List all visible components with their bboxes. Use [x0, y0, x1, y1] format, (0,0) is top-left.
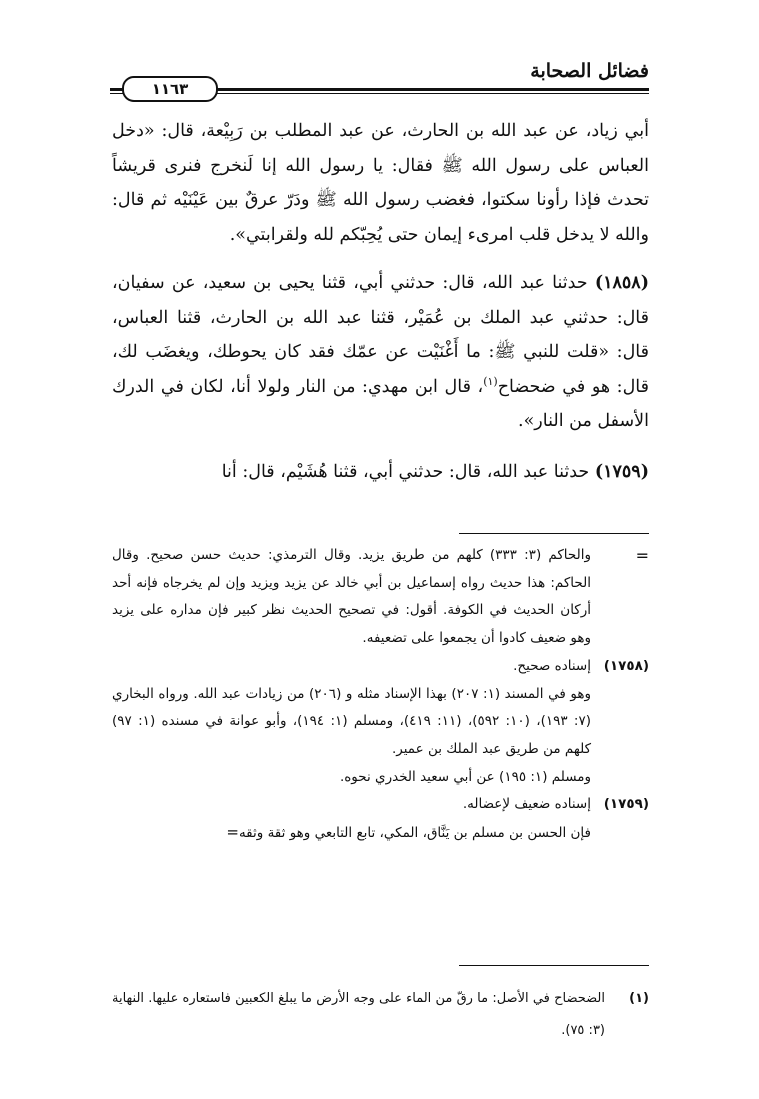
note-continued: [112, 542, 649, 653]
note-text: إسناده صحيح.: [513, 657, 591, 674]
page-number: ١١٦٣: [122, 76, 218, 102]
note-number: (١٧٥٩): [603, 796, 649, 813]
hadith-number: (١٧٥٩): [594, 461, 649, 482]
note-number: (١٧٥٨): [603, 657, 649, 674]
notes-divider: [459, 533, 649, 534]
hadith-text-cont: ، قال ابن مهدي: من النار ولولا أنا، لكان في الدرك الأسفل من النار».: [112, 376, 649, 431]
main-text: [112, 114, 649, 505]
note-1759: [112, 791, 649, 847]
paragraph-continued: أبي زياد، عن عبد الله بن الحارث، عن عبد المطلب بن رَبِيْعة، قال: «دخل العباس على رسول الله ﷺ فقال: يا رسول الله إنا لَنخرج فنرى قريشاً تحدث فإذا رأونا سكتوا، فغضب رسول الله ﷺ ودَرّ عرقٌ بين عَيْنَيْه ثم قال: والله لا يدخل قلب امرىء إيمان حتى يُحِبّكم لله ولقرابتي».: [112, 121, 649, 245]
note-text: ومسلم (١: ١٩٥) عن أبي سعيد الخدري نحوه.: [339, 768, 591, 785]
note-text: [112, 819, 591, 848]
hadith-number: (١٨٥٨): [594, 273, 649, 293]
running-header: [110, 58, 649, 98]
hadith-text: حدثنا عبد الله، قال: حدثني أبي، قثنا هُشَيْم، قال: أنا: [221, 461, 590, 482]
note-text: وهو في المسند (١: ٢٠٧) بهذا الإسناد مثله و (٢٠٦) من زيادات عبد الله. ورواه البخاري (٧: ١٩٣)، (١٠: ٥٩٢)، (١١: ٤١٩)، ومسلم (١: ١٩٤)، وأبو عوانة في مسنده (١: ٩٧) كلهم من طريق عبد الملك بن عمير.: [112, 685, 592, 757]
continuation-mark: =: [635, 546, 649, 565]
note-text-line: فإن الحسن بن مسلم بن يَنَّاق، المكي، تابع التابعي وهو ثقة وثقه: [238, 825, 591, 842]
hadith-text: حدثنا عبد الله، قال: حدثني أبي، قثنا يحيى بن سعيد، عن سفيان، قال: حدثني عبد الملك بن عُمَيْر، قثنا عبد الله بن الحارث، قثنا العباس، قال: «قلت للنبي ﷺ: ما أَغْنَيْت عن عمّك فقد كان يحوطك، ويغضَب لك، قال: هو في ضحضاح: [112, 273, 649, 397]
footnote-number: (١): [629, 991, 649, 1006]
hadith-1858: [112, 266, 649, 439]
hadith-1759: [112, 455, 649, 490]
footnote-text: الضحضاح في الأصل: ما رقّ من الماء على وجه الأرض ما يبلغ الكعبين فاستعاره عليها. النهاية (٣: ٧٥).: [112, 991, 605, 1038]
note-text: والحاكم (٣: ٣٣٣) كلهم من طريق يزيد. وقال الترمذي: حديث حسن صحيح. وقال الحاكم: هذا حديث رواه إسماعيل بن أبي خالد عن يزيد ويزيد وإن لم يخرجاه فإنه أحد أركان الحديث في الكوفة. أقول: في تصحيح الحديث نظر كبير فإن مداره على يزيد وهو ضعيف كادوا أن يجمعوا على تضعيفه.: [112, 547, 592, 647]
continuation-mark: =: [226, 823, 239, 842]
commentary-notes: [112, 542, 649, 848]
note-text: إسناده ضعيف لإعضاله.: [462, 796, 591, 813]
footnote-divider: [459, 965, 649, 966]
footnote-reference[interactable]: (١): [483, 374, 498, 388]
footnotes: [112, 970, 649, 1060]
note-1758: [112, 653, 649, 792]
footnote-1: [112, 983, 649, 1047]
header-title: فضائل الصحابة: [530, 60, 649, 82]
